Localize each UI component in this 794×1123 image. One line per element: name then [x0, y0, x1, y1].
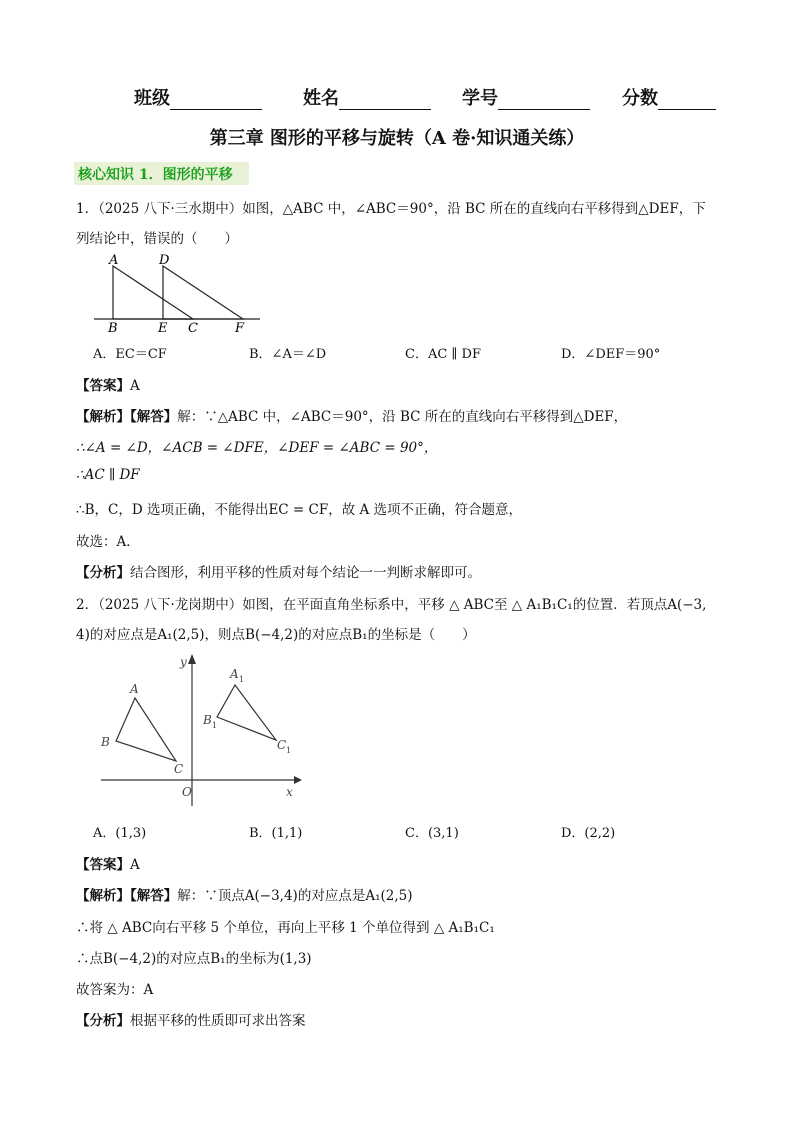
id-blank: [498, 89, 590, 110]
triangle-def: [163, 266, 243, 319]
q2-label-c: C: [174, 762, 184, 776]
q1-answer-value: A: [130, 378, 140, 394]
class-blank: [170, 89, 262, 110]
q1-label-d: D: [159, 253, 170, 268]
q1-fenxi-text: 结合图形，利用平移的性质对每个结论一一判断求解即可。: [130, 565, 481, 581]
q2-option-a: A．(1,3): [93, 826, 147, 841]
page-title: 第三章 图形的平移与旋转（A 卷·知识通关练）: [209, 128, 585, 149]
q2-stem-line1: 2．（2025 八下·龙岗期中）如图，在平面直角坐标系中，平移 △ ABC至 △ A₁B₁C₁的位置．若顶点A(−3,: [76, 597, 707, 613]
q1-analysis-3: ∴AC ∥ DF: [76, 467, 140, 483]
q2-option-b: B．(1,1): [249, 826, 303, 841]
q2-option-c: C．(3,1): [405, 826, 459, 841]
q2-coordinate-figure: [96, 650, 306, 808]
q2-analysis-3: ∴点B(−4,2)的对应点B₁的坐标为(1,3): [76, 951, 312, 967]
score-blank: [658, 89, 716, 110]
y-axis-label: y: [180, 655, 187, 669]
q2-label-c1-sub: 1: [286, 746, 292, 755]
q1-label-c: C: [188, 321, 198, 336]
id-label: 学号: [462, 88, 498, 109]
q1-label-e: E: [158, 321, 168, 336]
q2-analysis-1: [76, 884, 412, 904]
q2-label-a1: A: [230, 667, 239, 681]
q1-analysis-4: ∴B，C，D 选项正确，不能得出EC = CF，故 A 选项不正确，符合题意，: [76, 502, 523, 518]
section-heading-text: 核心知识 1．图形的平移: [78, 167, 233, 183]
section-heading: [74, 162, 249, 185]
q2-stem-line2: 4)的对应点是A₁(2,5)，则点B(−4,2)的对应点B₁的坐标是（ ）: [76, 627, 476, 643]
q1-figure: [90, 250, 265, 336]
q1-analysis-text-1: 解：∵△ABC 中，∠ABC＝90°，沿 BC 所在的直线向右平移得到△DEF，: [177, 409, 628, 425]
q2-fenxi: [76, 1009, 306, 1029]
q1-analysis-1: [76, 405, 627, 425]
q2-answer-value: A: [130, 857, 140, 873]
q2-label-a: A: [130, 682, 139, 696]
y-axis-arrow: [188, 654, 196, 664]
q1-analysis-5: 故选：A．: [76, 534, 140, 550]
name-label: 姓名: [303, 88, 339, 109]
q1-label-f: F: [235, 321, 245, 336]
q2-analysis-4: 故答案为：A: [76, 982, 154, 998]
q2-analysis-text-1: 解：∵顶点A(−3,4)的对应点是A₁(2,5): [177, 888, 413, 904]
x-axis-label: x: [286, 785, 293, 799]
triangle-abc: [113, 266, 193, 319]
q2-answer-label: 【答案】: [76, 857, 130, 873]
triangle-a1b1c1: [217, 685, 276, 740]
q1-option-d: D．∠DEF＝90°: [561, 347, 661, 362]
origin-label: O: [182, 785, 192, 799]
q2-option-d: D．(2,2): [561, 826, 616, 841]
q1-answer-label: 【答案】: [76, 378, 130, 394]
id-field: [462, 84, 590, 110]
q2-label-b1-sub: 1: [212, 721, 218, 730]
q2-label-b1: B: [203, 713, 212, 727]
score-field: [622, 84, 716, 110]
q1-label-b: B: [108, 321, 118, 336]
q2-label-c1: C: [277, 738, 287, 752]
name-field: [303, 84, 431, 110]
q1-analysis-label: 【解析】【解答】: [76, 409, 178, 425]
q1-fenxi-label: 【分析】: [76, 565, 130, 581]
q1-option-b: B．∠A＝∠D: [249, 347, 327, 362]
q1-analysis-2: ∴∠A = ∠D，∠ACB = ∠DFE，∠DEF = ∠ABC = 90°，: [76, 440, 438, 456]
q1-option-a: A．EC＝CF: [93, 347, 167, 362]
q1-fenxi: [76, 561, 481, 581]
q2-answer: [76, 853, 140, 873]
score-label: 分数: [622, 88, 658, 109]
q2-fenxi-text: 根据平移的性质即可求出答案: [130, 1013, 306, 1029]
q2-analysis-2: ∴将 △ ABC向右平移 5 个单位，再向上平移 1 个单位得到 △ A₁B₁C₁: [76, 920, 495, 936]
q1-option-c: C．AC ∥ DF: [405, 347, 481, 362]
q2-label-a1-sub: 1: [239, 675, 245, 684]
q2-fenxi-label: 【分析】: [76, 1013, 130, 1029]
x-axis-arrow: [294, 776, 302, 784]
q1-label-a: A: [109, 253, 119, 268]
q1-stem-line1: 1．（2025 八下·三水期中）如图，△ABC 中，∠ABC＝90°，沿 BC 所在的直线向右平移得到△DEF，下: [76, 201, 706, 217]
triangle-abc: [116, 698, 176, 761]
q2-label-b: B: [101, 735, 110, 749]
class-label: 班级: [134, 88, 170, 109]
name-blank: [339, 89, 431, 110]
q2-analysis-label: 【解析】【解答】: [76, 888, 178, 904]
q1-answer: [76, 374, 140, 394]
q1-stem-line2: 列结论中，错误的（ ）: [76, 231, 238, 247]
class-field: [134, 84, 262, 110]
